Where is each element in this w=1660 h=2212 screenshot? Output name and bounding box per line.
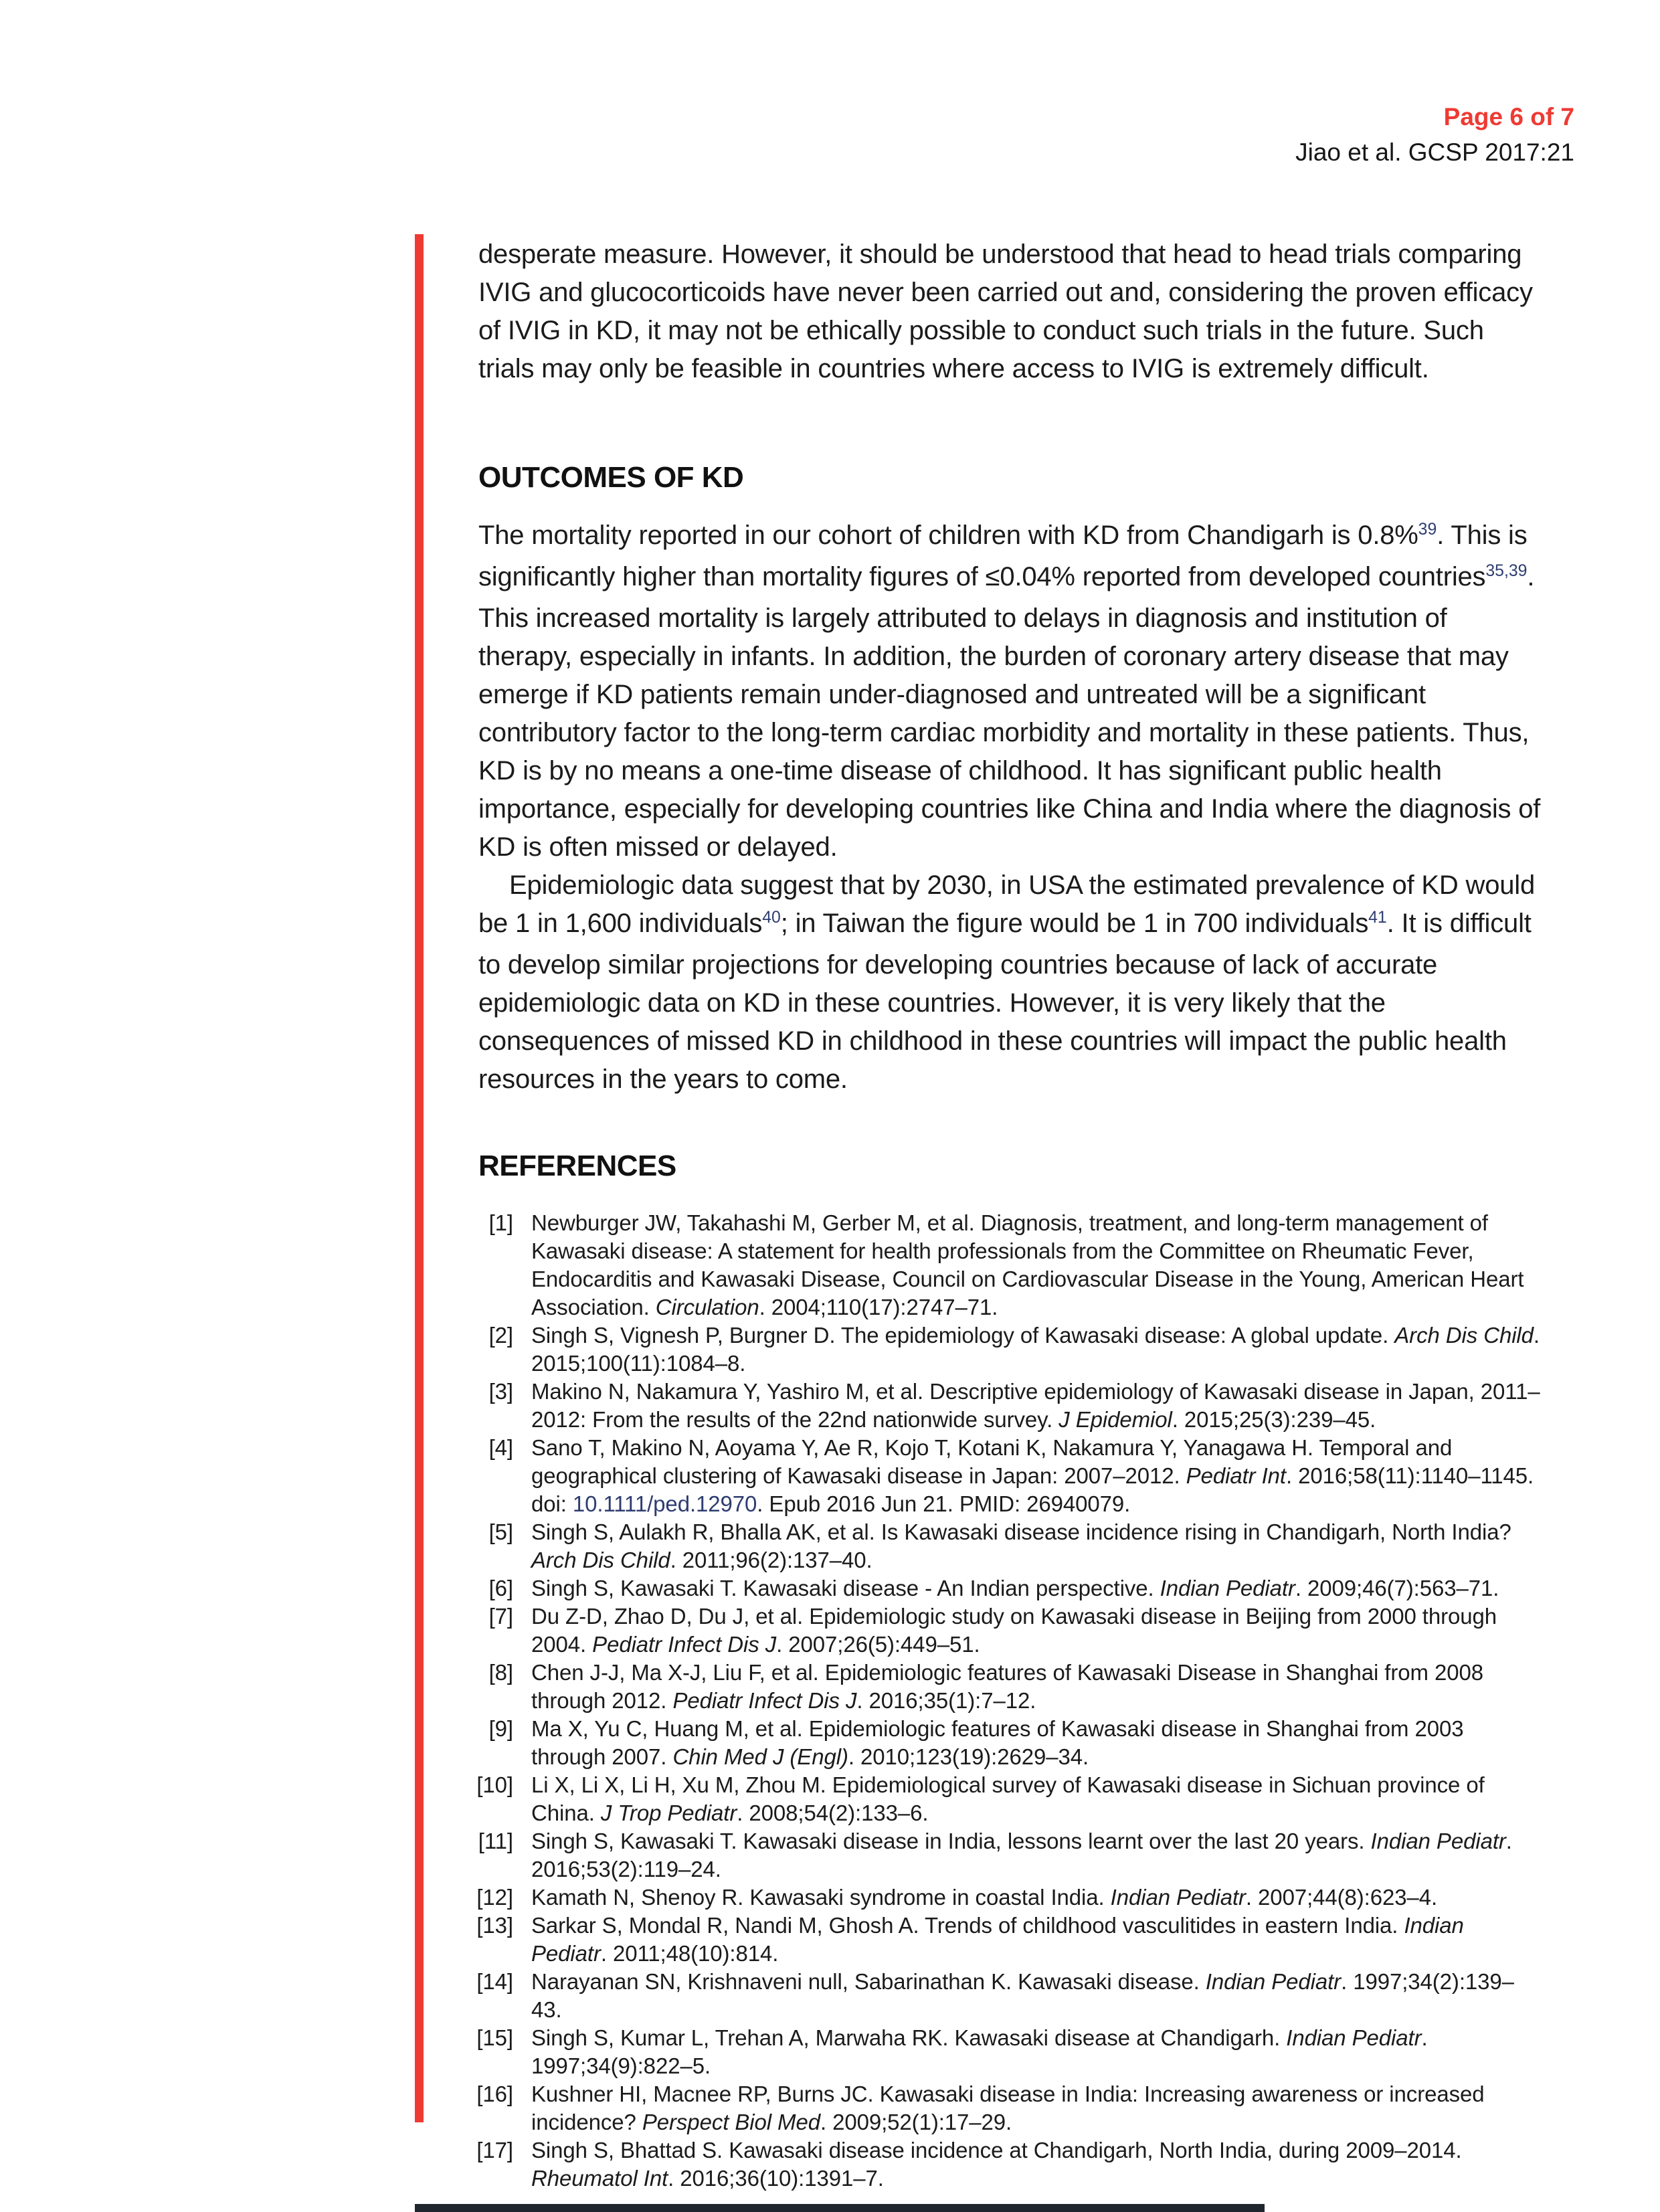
text-segment: Kushner HI, Macnee RP, Burns JC. Kawasaki disease in India: Increasing awareness or increased incidence?: [531, 2082, 1485, 2134]
text-segment: The mortality reported in our cohort of children with KD from Chandigarh is 0.8%: [478, 521, 1418, 550]
reference-item: [460, 1602, 1544, 1659]
text-segment: Du Z-D, Zhao D, Du J, et al. Epidemiologic study on Kawasaki disease in Beijing from 2000 through 2004.: [531, 1604, 1497, 1657]
text-segment: . 2010;123(19):2629–34.: [848, 1744, 1089, 1769]
text-segment: . 2016;35(1):7–12.: [856, 1688, 1036, 1713]
text-segment: Narayanan SN, Krishnaveni null, Sabarinathan K. Kawasaki disease.: [531, 1969, 1206, 1994]
reference-number: [5]: [488, 1519, 513, 1544]
text-segment: . 2016;53(2):119–24.: [531, 1829, 1512, 1881]
accent-bar: [415, 234, 424, 2122]
text-segment: . 2007;26(5):449–51.: [776, 1632, 980, 1657]
reference-text: [531, 1434, 1544, 1518]
reference-number: [1]: [488, 1210, 513, 1235]
journal-name: Pediatr Int: [1186, 1463, 1286, 1488]
reference-item: [460, 1715, 1544, 1771]
reference-text: [531, 1771, 1544, 1827]
text-segment: Chen J-J, Ma X-J, Liu F, et al. Epidemiologic features of Kawasaki Disease in Shanghai from 2008 through 2012.: [531, 1660, 1483, 1713]
reference-text: [531, 1321, 1544, 1378]
journal-name: Chin Med J (Engl): [672, 1744, 848, 1769]
reference-item: [460, 1827, 1544, 1883]
text-segment: Singh S, Aulakh R, Bhalla AK, et al. Is Kawasaki disease incidence rising in Chandigarh, North India?: [531, 1519, 1511, 1544]
reference-number: [9]: [488, 1716, 513, 1741]
text-segment: Singh S, Kawasaki T. Kawasaki disease in India, lessons learnt over the last 20 years.: [531, 1829, 1371, 1853]
doi-link[interactable]: 10.1111/ped.12970: [572, 1491, 757, 1516]
journal-name: Arch Dis Child: [531, 1548, 670, 1572]
reference-number: [6]: [488, 1576, 513, 1600]
citation-ref-link[interactable]: 39: [1418, 521, 1437, 539]
reference-number: [3]: [488, 1379, 513, 1404]
reference-number: [2]: [488, 1323, 513, 1348]
reference-item: [460, 1912, 1544, 1968]
text-segment: . 2016;58(11):1140–1145. doi:: [531, 1463, 1534, 1516]
journal-name: Indian Pediatr: [531, 1913, 1464, 1966]
text-segment: Epidemiologic data suggest that by 2030, in USA the estimated prevalence of KD would be 1 in 1,600 individuals: [478, 870, 1536, 938]
reference-text: [531, 1883, 1544, 1912]
text-segment: . 2015;100(11):1084–8.: [531, 1323, 1540, 1376]
text-segment: Singh S, Kumar L, Trehan A, Marwaha RK. Kawasaki disease at Chandigarh.: [531, 2025, 1287, 2050]
reference-item: [460, 2024, 1544, 2080]
reference-item: [460, 1968, 1544, 2024]
reference-item: [460, 1771, 1544, 1827]
text-segment: . 2007;44(8):623–4.: [1245, 1885, 1438, 1910]
text-segment: Ma X, Yu C, Huang M, et al. Epidemiologic features of Kawasaki disease in Shanghai from 2003 through 2007.: [531, 1716, 1464, 1769]
reference-text: [531, 2024, 1544, 2080]
journal-name: Arch Dis Child: [1394, 1323, 1534, 1348]
journal-name: Perspect Biol Med: [642, 2110, 820, 2134]
text-segment: . 1997;34(2):139–43.: [531, 1969, 1514, 2022]
reference-text: [531, 1574, 1544, 1602]
reference-text: [531, 1518, 1544, 1574]
citation-label: Jiao et al. GCSP 2017:21: [1295, 139, 1574, 166]
text-segment: ; in Taiwan the figure would be 1 in 700 individuals: [780, 909, 1369, 938]
reference-text: [531, 1912, 1544, 1968]
reference-item: [460, 1378, 1544, 1434]
text-segment: Singh S, Bhattad S. Kawasaki disease incidence at Chandigarh, North India, during 2009–2014.: [531, 2138, 1462, 2162]
reference-item: [460, 2080, 1544, 2136]
reference-number: [16]: [476, 2082, 513, 2106]
text-segment: . This is significantly higher than mortality figures of ≤0.04% reported from developed countries: [478, 521, 1528, 591]
reference-number: [14]: [476, 1969, 513, 1994]
reference-item: [460, 1321, 1544, 1378]
reference-text: [531, 1715, 1544, 1771]
text-segment: . This increased mortality is largely attributed to delays in diagnosis and institution of therapy, especially in infants. In addition, the burden of coronary artery disease that may emerge if KD patients remain under-diagnosed and untreated will be a significant contributory factor to the long-term cardiac morbidity and mortality in these patients. Thus, KD is by no means a one-time disease of childhood. It has significant public health importance, especially for developing countries like China and India where the diagnosis of KD is often missed or delayed.: [478, 562, 1541, 862]
text-segment: Li X, Li X, Li H, Xu M, Zhou M. Epidemiological survey of Kawasaki disease in Sichuan province of China.: [531, 1772, 1485, 1825]
reference-number: [15]: [476, 2025, 513, 2050]
reference-text: [531, 1378, 1544, 1434]
citation-ref-link[interactable]: 41: [1368, 909, 1387, 927]
text-segment: Sarkar S, Mondal R, Nandi M, Ghosh A. Trends of childhood vasculitides in eastern India.: [531, 1913, 1404, 1938]
journal-name: Pediatr Infect Dis J: [672, 1688, 857, 1713]
page-number-label: Page 6 of 7: [1443, 103, 1574, 130]
text-segment: . 1997;34(9):822–5.: [531, 2025, 1428, 2078]
journal-name: Indian Pediatr: [1110, 1885, 1246, 1910]
text-segment: Newburger JW, Takahashi M, Gerber M, et al. Diagnosis, treatment, and long-term management of Kawasaki disease: A statement for health professionals from the Committee on Rheumatic Fever, Endocarditis and Kawasaki Disease, Council on Cardiovascular Disease in the Young, American Heart Association.: [531, 1210, 1524, 1319]
journal-name: J Epidemiol: [1058, 1407, 1172, 1432]
text-segment: Singh S, Kawasaki T. Kawasaki disease - An Indian perspective.: [531, 1576, 1160, 1600]
page-header: [1295, 99, 1574, 170]
section-heading-outcomes: OUTCOMES OF KD: [478, 461, 744, 494]
text-segment: Sano T, Makino N, Aoyama Y, Ae R, Kojo T, Kotani K, Nakamura Y, Yanagawa H. Temporal and geographical clustering of Kawasaki disease in Japan: 2007–2012.: [531, 1435, 1453, 1488]
references-list: [460, 1209, 1544, 2193]
page-bottom-bar: [415, 2204, 1265, 2212]
text-segment: . Epub 2016 Jun 21. PMID: 26940079.: [757, 1491, 1131, 1516]
reference-item: [460, 1883, 1544, 1912]
journal-name: Indian Pediatr: [1286, 2025, 1422, 2050]
reference-text: [531, 2080, 1544, 2136]
reference-number: [7]: [488, 1604, 513, 1629]
reference-number: [10]: [476, 1772, 513, 1797]
text-segment: Kamath N, Shenoy R. Kawasaki syndrome in coastal India.: [531, 1885, 1111, 1910]
journal-name: J Trop Pediatr: [600, 1801, 737, 1825]
reference-number: [4]: [488, 1435, 513, 1460]
journal-name: Indian Pediatr: [1370, 1829, 1506, 1853]
reference-number: [11]: [478, 1829, 513, 1853]
text-segment: . 2008;54(2):133–6.: [737, 1801, 929, 1825]
text-segment: . 2015;25(3):239–45.: [1172, 1407, 1376, 1432]
reference-item: [460, 1574, 1544, 1602]
text-segment: . 2009;46(7):563–71.: [1295, 1576, 1499, 1600]
intro-paragraph: desperate measure. However, it should be understood that head to head trials comparing IVIG and glucocorticoids have never been carried out and, considering the proven efficacy of IVIG in KD, it may not be ethically possible to conduct such trials in the future. Such trials may only be feasible in countries where access to IVIG is extremely difficult.: [478, 240, 1533, 383]
citation-ref-link[interactable]: 40: [762, 909, 781, 927]
reference-number: [12]: [476, 1885, 513, 1910]
text-segment: . 2011;96(2):137–40.: [670, 1548, 872, 1572]
section-heading-references: REFERENCES: [478, 1149, 676, 1182]
epidemiology-paragraph: [478, 866, 1544, 1099]
text-segment: . It is difficult to develop similar projections for developing countries because of lack of accurate epidemiologic data on KD in these countries. However, it is very likely that the consequences of missed KD in childhood in these countries will impact the public health resources in the years to come.: [478, 909, 1532, 1094]
text-segment: . 2004;110(17):2747–71.: [759, 1295, 998, 1319]
reference-text: [531, 2136, 1544, 2193]
reference-item: [460, 1518, 1544, 1574]
reference-item: [460, 2136, 1544, 2193]
reference-item: [460, 1434, 1544, 1518]
text-segment: . 2011;48(10):814.: [600, 1941, 779, 1966]
reference-number: [17]: [476, 2138, 513, 2162]
citation-ref-link[interactable]: 35,39: [1485, 562, 1528, 581]
reference-item: [460, 1209, 1544, 1321]
reference-text: [531, 1968, 1544, 2024]
text-segment: . 2009;52(1):17–29.: [820, 2110, 1012, 2134]
journal-name: Indian Pediatr: [1205, 1969, 1342, 1994]
journal-name: Circulation: [655, 1295, 759, 1319]
journal-name: Rheumatol Int: [531, 2166, 668, 2191]
reference-text: [531, 1209, 1544, 1321]
reference-number: [8]: [488, 1660, 513, 1685]
outcomes-paragraph: [478, 517, 1544, 866]
text-segment: Singh S, Vignesh P, Burgner D. The epidemiology of Kawasaki disease: A global update.: [531, 1323, 1395, 1348]
article-body: [478, 236, 1544, 2193]
reference-text: [531, 1602, 1544, 1659]
text-segment: . 2016;36(10):1391–7.: [668, 2166, 884, 2191]
reference-number: [13]: [476, 1913, 513, 1938]
journal-name: Pediatr Infect Dis J: [592, 1632, 777, 1657]
journal-name: Indian Pediatr: [1160, 1576, 1295, 1600]
reference-item: [460, 1659, 1544, 1715]
reference-text: [531, 1659, 1544, 1715]
reference-text: [531, 1827, 1544, 1883]
text-segment: Makino N, Nakamura Y, Yashiro M, et al. Descriptive epidemiology of Kawasaki disease in Japan, 2011–2012: From the results of the 22nd nationwide survey.: [531, 1379, 1540, 1432]
